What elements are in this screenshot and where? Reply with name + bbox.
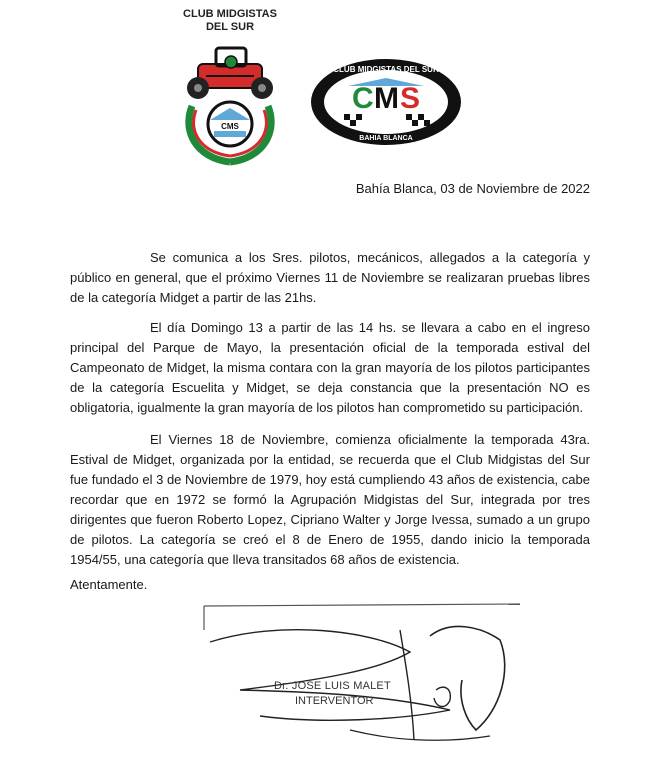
signer-role: INTERVENTOR xyxy=(295,695,374,707)
cms-oval-logo-icon xyxy=(308,56,464,148)
svg-text:S: S xyxy=(400,82,421,115)
svg-text:C: C xyxy=(352,82,374,115)
paragraph-text: El día Domingo 13 a partir de las 14 hs. se llevara a cabo en el ingreso principal del Parque de Mayo, la presentación oficial de la temporada estival del Campeonato de Midget, la misma contara con la gran mayoría de los pilotos participantes de la categoría Escuelita y Midget, se deja constancia que la presentación NO es obligatoria, igualmente la gran mayoría de los pilotos han comprometido su participación. xyxy=(70,320,590,415)
left-badge-text: CMS xyxy=(221,122,239,131)
closing-text: Atentamente. xyxy=(70,577,148,592)
midget-car-emblem-icon xyxy=(176,36,284,166)
club-logo-right xyxy=(308,56,464,148)
date-line: Bahía Blanca, 03 de Noviembre de 2022 xyxy=(355,181,590,196)
club-logo-title: CLUB MIDGISTAS DEL SUR xyxy=(183,8,277,33)
paragraph-text: Se comunica a los Sres. pilotos, mecánicos, allegados a la categoría y público en general, que el próximo Viernes 11 de Noviembre se realizaran pruebas libres de la categoría Midget a partir de las 21hs. xyxy=(70,250,590,305)
paragraph-2 xyxy=(70,318,590,418)
club-logo-left xyxy=(176,8,284,168)
paragraph-3 xyxy=(70,430,590,570)
signer-name: Dr. JOSE LUIS MALET xyxy=(274,680,391,692)
svg-text:M: M xyxy=(374,82,399,115)
paragraph-1 xyxy=(70,248,590,308)
paragraph-text: El Viernes 18 de Noviembre, comienza oficialmente la temporada 43ra. Estival de Midget, organizada por la entidad, se recuerda que el Club Midgistas del Sur fue fundado el 3 de Noviembre de 1979, hoy está cumpliendo 43 años de existencia, cabe recordar que en 1972 se formó la Agrupación Midgistas del Sur, integrada por tres dirigentes que fueron Roberto Lopez, Cipriano Walter y Jorge Ivessa, sumado a un grupo de pilotos. La categoría se creó el 8 de Enero de 1955, dando inicio la temporada 1954/55, una categoría que lleva transitados 68 años de existencia. xyxy=(70,432,590,567)
right-logo-arc-text: CLUB MIDGISTAS DEL SUR xyxy=(333,65,439,74)
right-logo-bottom-text: BAHIA BLANCA xyxy=(359,135,413,142)
